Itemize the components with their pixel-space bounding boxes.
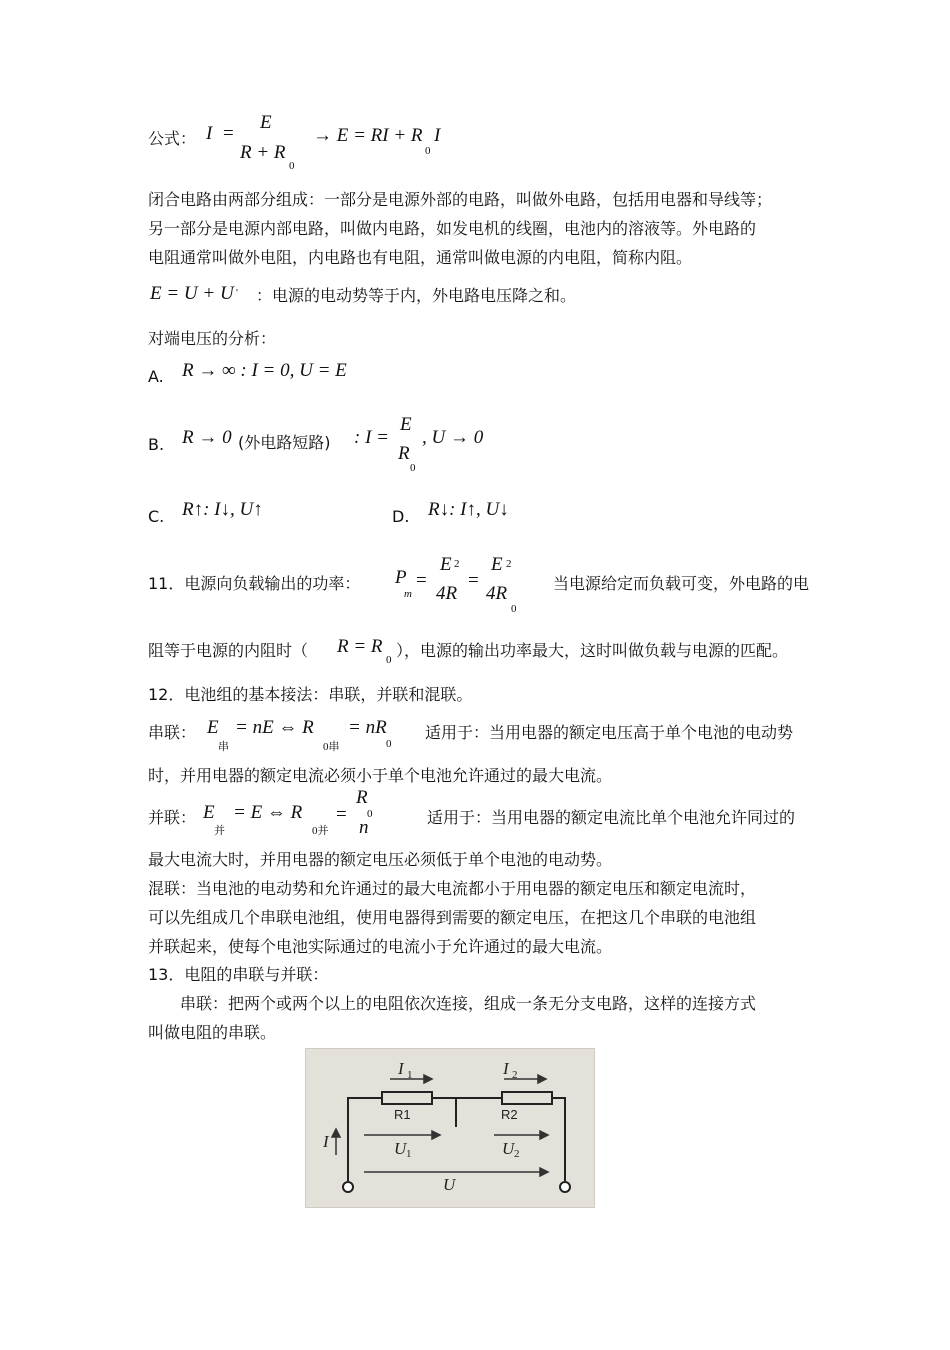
parallel-text-1: 适用于：当用电器的额定电流比单个电池允许同过的 [427,808,796,827]
left-wire [348,1098,382,1181]
series-text-2: 时，并用电器的额定电流必须小于单个电池允许通过的最大电流。 [148,766,613,785]
item-11-den2: 4R [486,583,508,604]
item-11-line2-formula: R = R [337,636,383,657]
parallel-E: E [203,802,215,823]
parallel-denominator: n [359,817,369,838]
r1-label: R1 [394,1107,411,1122]
paragraph-line: 并联起来，使每个电池实际通过的电流小于允许通过的最大电流。 [148,937,613,956]
closed-circuit-paragraph [148,185,852,272]
case-b-denominator: R [398,443,410,464]
item-13-def-2: 叫做电阻的串联。 [148,1023,277,1042]
case-b-tail: , U → 0 [422,427,484,448]
u2-label: U [502,1139,515,1158]
series-circuit-diagram [306,1049,594,1207]
u1-sub: 1 [406,1148,412,1160]
item-11-num2-sup: 2 [506,558,512,570]
left-terminal [343,1182,353,1192]
case-d-label: D. [392,507,410,526]
case-b-formula-start: R → 0 [182,427,232,448]
emf-formula: E = U + U [150,283,234,304]
parallel-numerator: R [356,787,368,808]
item-11-line2-end: ），电源的输出功率最大，这时叫做负载与电源的匹配。 [396,641,789,660]
right-wire [552,1098,565,1181]
case-b-numerator: E [400,414,412,435]
i2-label: I [503,1059,509,1078]
item-11-P: P [395,567,407,588]
case-d-formula: R↓: I↑, U↓ [428,499,509,520]
formula-arrow-tail: I [434,125,441,146]
item-11-den2-sub: 0 [511,603,517,615]
case-b-colon-I: : I = [354,427,389,448]
series-text-1: 适用于：当用电器的额定电压高于单个电池的电动势 [425,723,794,742]
formula-eq: = [223,123,234,144]
item-13-title: 13．电阻的串联与并联： [148,965,329,984]
item-11-num1-sup: 2 [454,558,460,570]
parallel-mid: = E ⇔ R [233,802,303,823]
series-R-sub: 0串 [323,741,340,753]
mixed-paragraph [148,874,852,961]
case-b-den-sub: 0 [410,462,416,474]
resistor-r2 [502,1092,552,1104]
paragraph-line: 闭合电路由两部分组成：一部分是电源外部的电路，叫做外电路，包括用电器和导线等； [148,190,773,209]
series-circuit-figure [305,1048,595,1208]
item-11-num2: E [491,554,503,575]
item-12-title: 12．电池组的基本接法：串联，并联和混联。 [148,685,473,704]
formula-numerator: E [260,112,272,133]
formula-arrow-sub: 0 [425,145,431,157]
case-a-label: A. [148,367,164,386]
formula-denominator: R + R [240,142,286,163]
series-mid: = nE ⇔ R [235,717,314,738]
series-E: E [207,717,219,738]
parallel-num-sub: 0 [367,808,373,820]
item-11-line2-start: 阻等于电源的内阻时（ [148,641,309,660]
parallel-eq: = [336,804,347,825]
item-11-eq2: = [468,570,479,591]
i-label: I [323,1132,329,1151]
paragraph-line: 另一部分是电源内部电路，叫做内电路，如发电机的线圈，电池内的溶液等。外电路的 [148,219,757,238]
emf-prime: ' [236,287,238,299]
formula-arrow-part: → E = RI + R [313,125,423,146]
parallel-label: 并联： [148,808,197,827]
series-E-sub: 串 [218,741,229,753]
terminal-voltage-title: 对端电压的分析： [148,329,277,348]
resistor-r1 [382,1092,432,1104]
formula-label: 公式： [148,129,197,148]
item-11-den1: 4R [436,583,458,604]
paragraph-line: 可以先组成几个串联电池组，使用电器得到需要的额定电压，在把这几个串联的电池组 [148,908,757,927]
emf-text: ：电源的电动势等于内，外电路电压降之和。 [256,286,577,305]
item-11-label: 11．电源向负载输出的功率： [148,574,361,593]
paragraph-line: 混联：当电池的电动势和允许通过的最大电流都小于用电器的额定电压和额定电流时， [148,879,757,898]
u1-label: U [394,1139,407,1158]
item-13-def-1: 串联：把两个或两个以上的电阻依次连接，组成一条无分支电路，这样的连接方式 [180,994,757,1013]
formula-I: I [206,123,213,144]
formula-den-sub: 0 [289,160,295,172]
series-end: = nR [348,717,387,738]
item-11-eq: = [416,570,427,591]
parallel-R-sub: 0并 [312,825,329,837]
case-c-label: C. [148,507,165,526]
i1-label: I [398,1059,404,1078]
i1-sub: 1 [407,1069,413,1081]
series-end-sub: 0 [386,738,392,750]
case-a-formula: R → ∞ : I = 0, U = E [182,360,347,381]
i2-sub: 2 [512,1069,518,1081]
case-b-label: B. [148,435,165,454]
u2-sub: 2 [514,1148,520,1160]
item-11-line2-sub: 0 [386,654,392,666]
case-c-formula: R↑: I↓, U↑ [182,499,263,520]
item-11-P-sub: m [404,588,412,600]
paragraph-line: 电阻通常叫做外电阻，内电路也有电阻，通常叫做电源的内电阻，简称内阻。 [148,248,693,267]
u-label: U [443,1175,456,1194]
parallel-E-sub: 并 [214,825,225,837]
case-b-note: (外电路短路) [238,433,331,452]
item-11-num1: E [440,554,452,575]
r2-label: R2 [501,1107,518,1122]
item-11-text: 当电源给定而负载可变，外电路的电 [553,574,810,593]
parallel-text-2: 最大电流大时，并用电器的额定电压必须低于单个电池的电动势。 [148,850,613,869]
series-label: 串联： [148,723,197,742]
right-terminal [560,1182,570,1192]
